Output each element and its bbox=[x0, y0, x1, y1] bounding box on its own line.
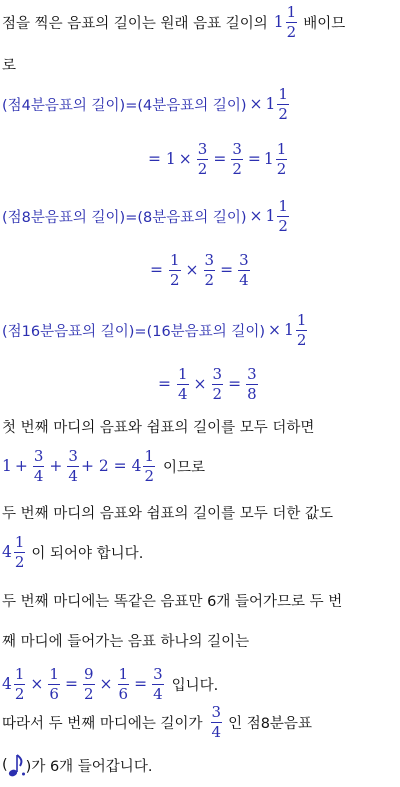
line-6: = 1 2 × 3 2 = 3 4 bbox=[150, 250, 249, 289]
fraction: 3 4 bbox=[33, 446, 44, 485]
line-12 bbox=[2, 532, 400, 572]
line-5: (점8분음표의 길이)=(8분음표의 길이) × 1 1 2 bbox=[2, 196, 288, 235]
text: 인 점8분음표 bbox=[228, 715, 312, 732]
text: (점4분음표의 길이)=(4분음표의 길이) bbox=[2, 97, 247, 114]
fraction: 3 4 bbox=[239, 250, 249, 289]
whole: 4 bbox=[2, 543, 12, 561]
fraction: 1 2 bbox=[296, 310, 307, 349]
line-3: (점4분음표의 길이)=(4분음표의 길이) × 1 1 2 bbox=[2, 84, 288, 123]
text: 두 번째 마디에는 똑같은 음표만 6개 들어가므로 두 번 bbox=[2, 593, 343, 610]
fraction: 1 2 bbox=[170, 250, 180, 289]
whole: 4 bbox=[2, 675, 12, 693]
text: 두 번째 마디의 음표와 쉼표의 길이를 모두 더한 값도 bbox=[2, 505, 334, 522]
whole: 1 bbox=[265, 207, 276, 225]
fraction: 3 4 bbox=[153, 664, 163, 703]
text: 이므로 bbox=[163, 459, 206, 476]
fraction: 9 2 bbox=[83, 664, 94, 703]
fraction: 3 2 bbox=[204, 250, 215, 289]
line-15: 4 1 2 × 1 6 = 9 2 × 1 6 = 3 4 입니다. bbox=[2, 664, 219, 703]
mixed-fraction bbox=[273, 2, 299, 41]
text: 배이므 bbox=[303, 15, 346, 32]
whole: 1 bbox=[273, 13, 284, 31]
fraction: 3 4 bbox=[68, 446, 78, 485]
line-8: = 1 4 × 3 2 = 3 8 bbox=[158, 364, 257, 403]
whole: 1 bbox=[284, 321, 294, 339]
text: = 1 bbox=[148, 150, 176, 168]
whole: 1 bbox=[265, 95, 276, 113]
line-1 bbox=[2, 2, 400, 42]
fraction: 1 2 bbox=[278, 196, 288, 235]
text: 이 되어야 합니다. bbox=[31, 545, 144, 562]
text: 째 마디에 들어가는 음표 하나의 길이는 bbox=[2, 633, 250, 650]
text: + 2 = 4 bbox=[80, 457, 142, 475]
line-7: (점16분음표의 길이)=(16분음표의 길이) × 1 1 2 bbox=[2, 310, 307, 349]
line-13 bbox=[2, 580, 400, 620]
line-2 bbox=[2, 44, 400, 84]
line-14 bbox=[2, 620, 400, 660]
line-10: 1 + 3 4 + 3 4 + 2 = 4 1 2 이므로 bbox=[2, 446, 206, 485]
line-9 bbox=[2, 406, 400, 446]
fraction: 1 2 bbox=[278, 84, 288, 123]
text: (점16분음표의 길이)=(16분음표의 길이) bbox=[2, 323, 265, 340]
fraction: 3 2 bbox=[197, 139, 208, 178]
text: 로 bbox=[2, 57, 17, 74]
fraction: 3 8 bbox=[247, 364, 257, 403]
fraction: 1 2 bbox=[14, 532, 25, 571]
fraction: 1 2 bbox=[144, 446, 154, 485]
text: 따라서 두 번째 마디에는 길이가 bbox=[2, 715, 203, 732]
line-11 bbox=[2, 492, 400, 532]
fraction: 1 2 bbox=[14, 664, 25, 703]
whole: 1 bbox=[2, 457, 12, 475]
line-17 bbox=[2, 745, 400, 785]
text: ( bbox=[2, 757, 8, 773]
text: 첫 번째 마디의 음표와 쉼표의 길이를 모두 더하면 bbox=[2, 419, 315, 436]
dotted-eighth-note-icon bbox=[8, 752, 26, 778]
fraction: 3 2 bbox=[212, 364, 223, 403]
text: 입니다. bbox=[171, 677, 219, 694]
fraction: 3 4 bbox=[211, 702, 222, 741]
fraction bbox=[286, 2, 298, 41]
fraction: 3 2 bbox=[232, 139, 242, 178]
fraction: 1 2 bbox=[276, 139, 287, 178]
line-16 bbox=[2, 702, 400, 742]
fraction: 1 4 bbox=[178, 364, 188, 403]
fraction: 1 6 bbox=[49, 664, 59, 703]
fraction: 1 6 bbox=[118, 664, 129, 703]
text: )가 6개 들어갑니다. bbox=[25, 758, 153, 775]
line-4: = 1 × 3 2 = 3 2 = 1 1 2 bbox=[148, 139, 287, 178]
numerator: 1 bbox=[286, 2, 297, 21]
text: (점8분음표의 길이)=(8분음표의 길이) bbox=[2, 209, 247, 226]
denominator: 2 bbox=[286, 22, 297, 41]
text: 점을 찍은 음표의 길이는 원래 음표 길이의 bbox=[2, 15, 268, 32]
whole: 1 bbox=[263, 150, 274, 168]
